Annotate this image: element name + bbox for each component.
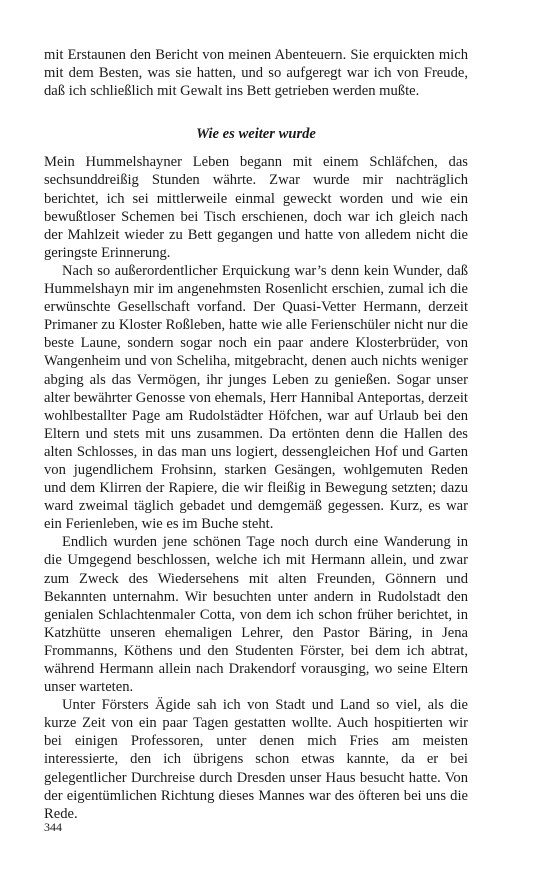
page-number: 344 (44, 820, 62, 834)
section-heading: Wie es weiter wurde (196, 126, 316, 143)
body-paragraph: Nach so außerordentlicher Erquickung war’s denn kein Wunder, daß Hummelshayn mir im angenehmsten Rosenlicht erschien, zumal ich die erwünschte Gesellschaft vorfand. Der Quasi-Vetter Hermann, derzeit Primaner zu Kloster Roßleben, hatte wie alle Ferienschüler nicht nur die beste Laune, sondern sogar noch ein paar andere Klosterbrüder, von Wangenheim und von Scheliha, mitgebracht, denen auch nichts weniger abging als das Vermögen, ihr junges Leben zu genießen. Sogar unser alter bewährter Genosse von ehemals, Herr Hannibal Anteportas, derzeit wohlbestallter Page am Rudolstädter Höfchen, war auf Urlaub bei den Eltern und stets mit uns zusammen. Da ertönten denn die Hallen des alten Schlosses, in das man uns logiert, dessengleichen Hof und Garten von jugendlichem Frohsinn, starken Gesängen, wohlgemuten Reden und dem Klirren der Rapiere, die wir fleißig in Bewegung setzten; dazu ward zweimal täglich gebadet und demgemäß gegessen. Kurz, es war ein Ferienleben, wie es im Buche steht. (44, 262, 468, 533)
body-paragraph: Endlich wurden jene schönen Tage noch durch eine Wanderung in die Umgegend beschlossen, welche ich mit Hermann allein, und zwar zum Zweck des Wiedersehens mit alten Freunden, Gönnern und Bekannten unternahm. Wir besuchten unter andern in Rudolstadt den genialen Schlachtenmaler Cotta, von dem ich schon früher berichtet, in Katzhütte unseren ehemaligen Lehrer, den Pastor Bäring, in Jena Frommanns, Köthens und den Studenten Förster, bei dem ich abtrat, während Hermann allein nach Drakendorf vorausging, wo seine Eltern unser warteten. (44, 534, 468, 696)
body-paragraph: Mein Hummelshayner Leben begann mit einem Schläfchen, das sechsunddreißig Stunden währte. Zwar wurde mir nachträglich berichtet, ich sei mittlerweile einmal geweckt worden und wie ein bewußtloser Schemen bei Tisch erschienen, doch war ich gleich nach der Mahlzeit wieder zu Bett gegangen und hatte von alledem nicht die geringste Erinnerung. (44, 154, 468, 261)
book-page (44, 46, 468, 823)
body-paragraph: mit Erstaunen den Bericht von meinen Abenteuern. Sie erquickten mich mit dem Besten, was sie hatten, und so aufgeregt war ich von Freude, daß ich schließlich mit Gewalt ins Bett getrieben werden mußte. (44, 47, 468, 100)
body-paragraph: Unter Försters Ägide sah ich von Stadt und Land so viel, als die kurze Zeit von ein paar Tagen gestatten wollte. Auch hospitierten wir bei einigen Professoren, unter denen mich Fries am meisten interessierte, den ich übrigens schon etwas kannte, da er bei gelegentlicher Durchreise durch Dresden unser Haus besucht hatte. Von der eigentümlichen Richtung dieses Mannes war des öfteren bei uns die Rede. (44, 697, 468, 822)
